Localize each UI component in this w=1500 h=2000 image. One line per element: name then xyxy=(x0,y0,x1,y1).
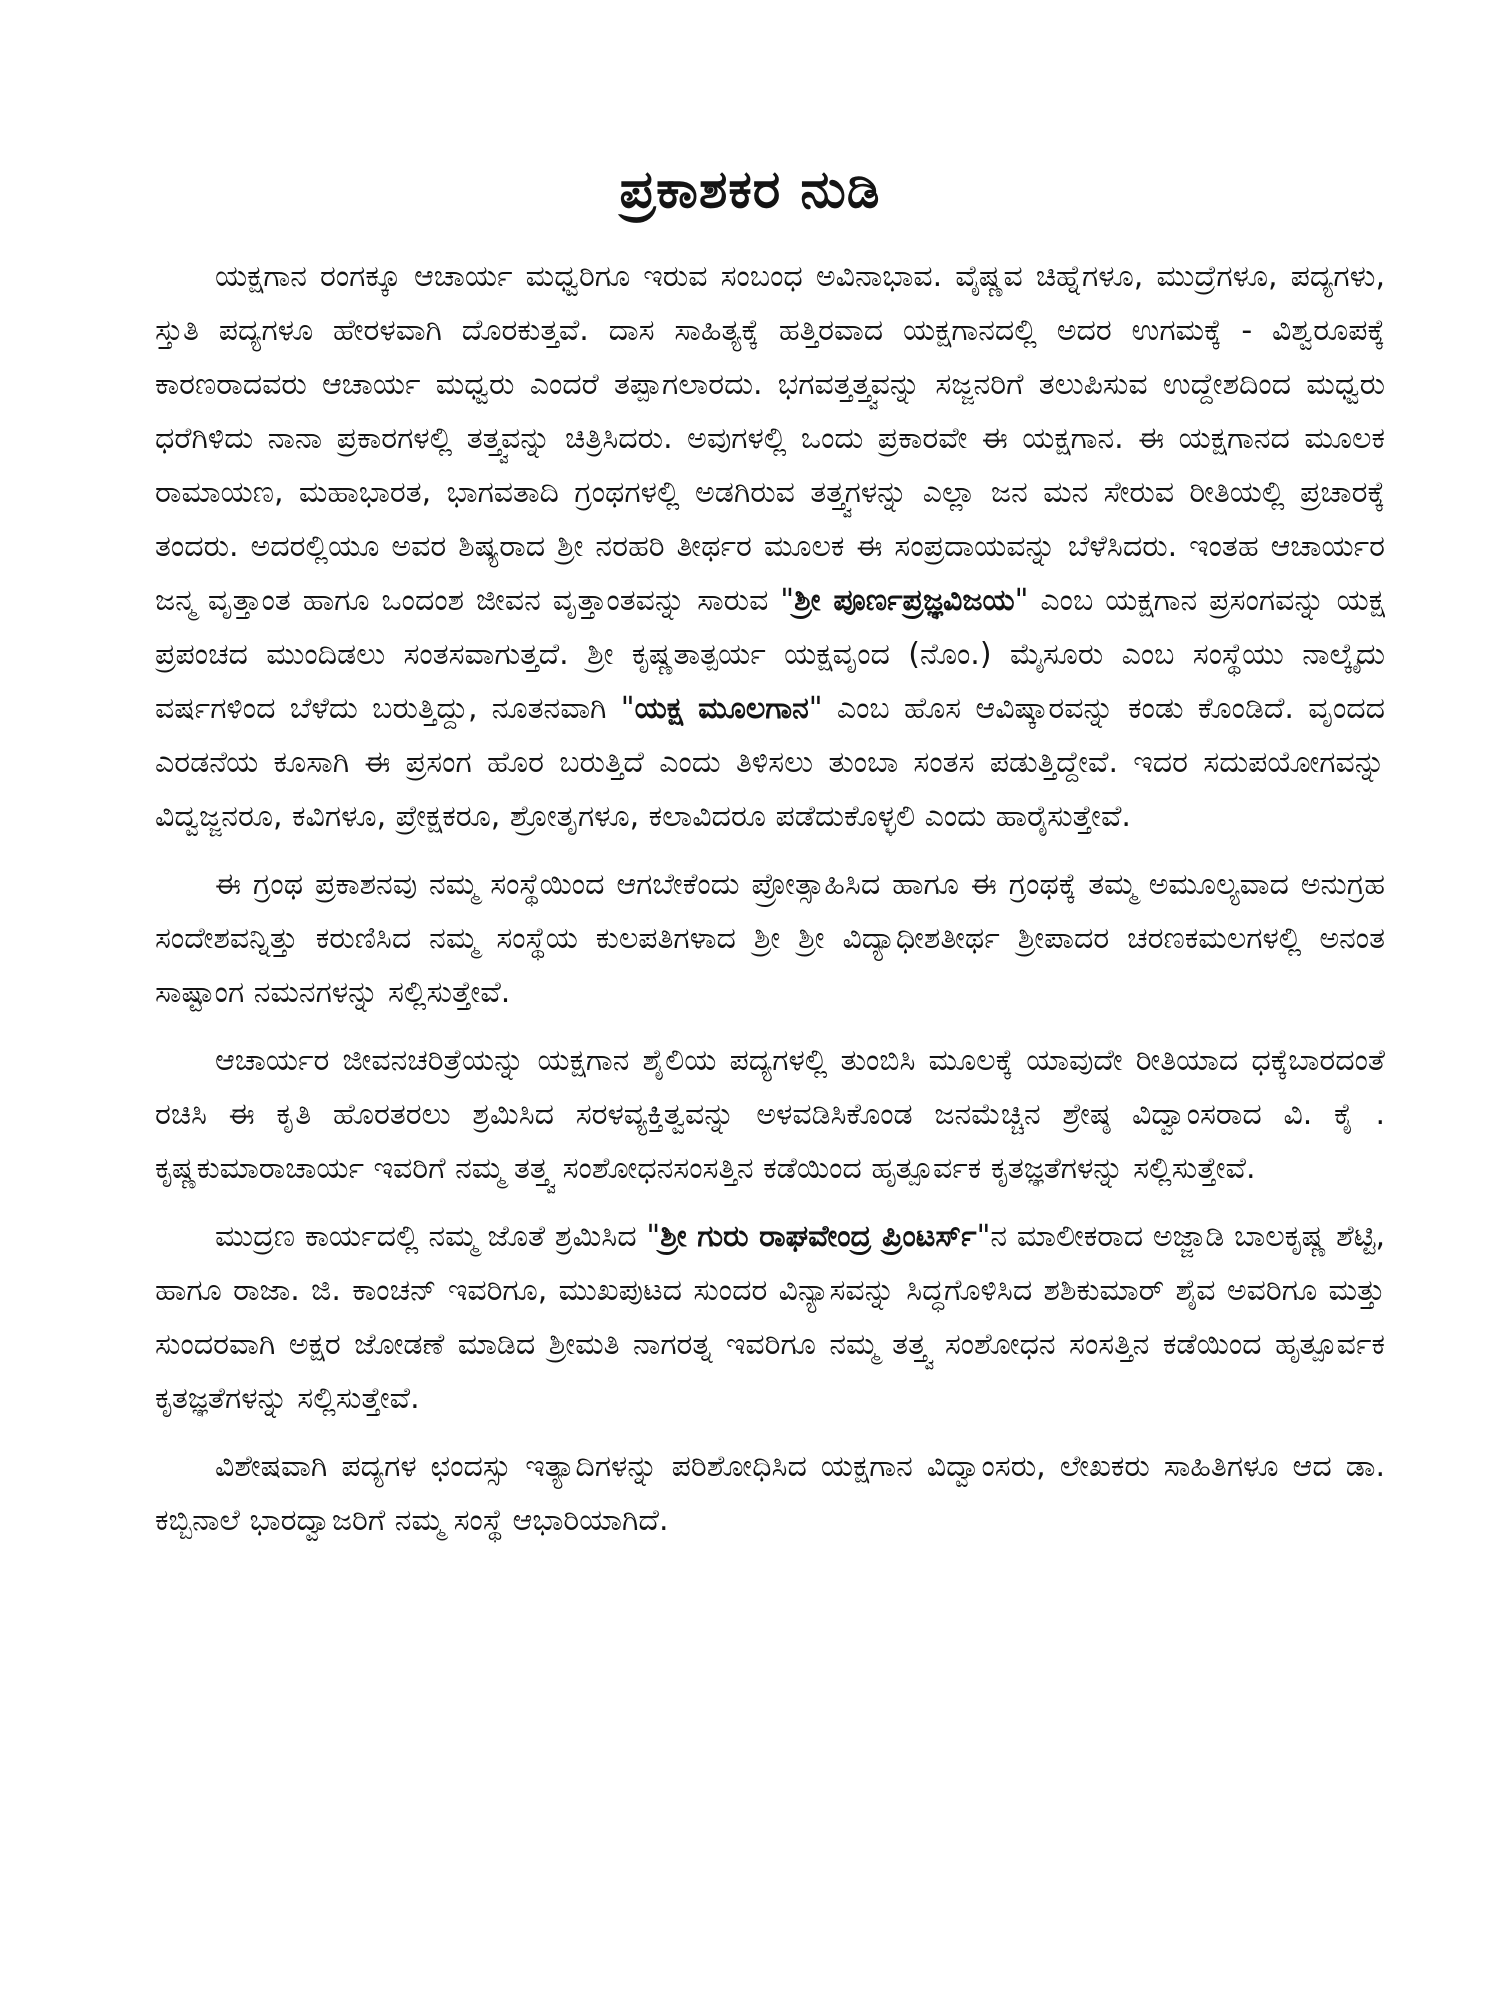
printer-name-bold: ಶ್ರೀ ಗುರು ರಾಘವೇಂದ್ರ ಪ್ರಿಂಟರ್ಸ್ xyxy=(660,1219,977,1254)
book-title-bold: ಶ್ರೀ ಪೂರ್ಣಪ್ರಜ್ಞವಿಜಯ xyxy=(794,583,1015,618)
paragraph-text: ಆಚಾರ್ಯರ ಜೀವನಚರಿತ್ರೆಯನ್ನು ಯಕ್ಷಗಾನ ಶೈಲಿಯ ಪದ್ಯಗಳಲ್ಲಿ ತುಂಬಿಸಿ ಮೂಲಕ್ಕೆ ಯಾವುದೇ ರೀತಿಯಾದ ಧಕ್ಕೆಬಾರದಂತೆ ರಚಿಸಿ ಈ ಕೃತಿ ಹೊರತರಲು ಶ್ರಮಿಸಿದ ಸರಳವ್ಯಕ್ತಿತ್ವವನ್ನು ಅಳವಡಿಸಿಕೊಂಡ ಜನಮೆಚ್ಚಿನ ಶ್ರೇಷ್ಠ ವಿದ್ವಾಂಸರಾದ ವಿ. ಕೈ . ಕೃಷ್ಣಕುಮಾರಾಚಾರ್ಯ ಇವರಿಗೆ ನಮ್ಮ ತತ್ತ್ವ ಸಂಶೋಧನಸಂಸತ್ತಿನ ಕಡೆಯಿಂದ ಹೃತ್ಪೂರ್ವಕ ಕೃತಜ್ಞತೆಗಳನ್ನು ಸಲ್ಲಿಸುತ್ತೇವೆ. xyxy=(155,1043,1385,1186)
paragraph-text: ಯಕ್ಷಗಾನ ರಂಗಕ್ಕೂ ಆಚಾರ್ಯ ಮಧ್ವರಿಗೂ ಇರುವ ಸಂಬಂಧ ಅವಿನಾಭಾವ. ವೈಷ್ಣವ ಚಿಹ್ನೆಗಳೂ, ಮುದ್ರೆಗಳೂ, ಪದ್ಯಗಳು, ಸ್ತುತಿ ಪದ್ಯಗಳೂ ಹೇರಳವಾಗಿ ದೊರಕುತ್ತವೆ. ದಾಸ ಸಾಹಿತ್ಯಕ್ಕೆ ಹತ್ತಿರವಾದ ಯಕ್ಷಗಾನದಲ್ಲಿ ಅದರ ಉಗಮಕ್ಕೆ - ವಿಶ್ವರೂಪಕ್ಕೆ ಕಾರಣರಾದವರು ಆಚಾರ್ಯ ಮಧ್ವರು ಎಂದರೆ ತಪ್ಪಾಗಲಾರದು. ಭಗವತ್ತತ್ತ್ವವನ್ನು ಸಜ್ಜನರಿಗೆ ತಲುಪಿಸುವ ಉದ್ದೇಶದಿಂದ ಮಧ್ವರು ಧರೆಗಿಳಿದು ನಾನಾ ಪ್ರಕಾರಗಳಲ್ಲಿ ತತ್ತ್ವವನ್ನು ಚಿತ್ರಿಸಿದರು. ಅವುಗಳಲ್ಲಿ ಒಂದು ಪ್ರಕಾರವೇ ಈ ಯಕ್ಷಗಾನ. ಈ ಯಕ್ಷಗಾನದ ಮೂಲಕ ರಾಮಾಯಣ, ಮಹಾಭಾರತ, ಭಾಗವತಾದಿ ಗ್ರಂಥಗಳಲ್ಲಿ ಅಡಗಿರುವ ತತ್ತ್ವಗಳನ್ನು ಎಲ್ಲಾ ಜನ ಮನ ಸೇರುವ ರೀತಿಯಲ್ಲಿ ಪ್ರಚಾರಕ್ಕೆ ತಂದರು. ಅದರಲ್ಲಿಯೂ ಅವರ ಶಿಷ್ಯರಾದ ಶ್ರೀ ನರಹರಿ ತೀರ್ಥರ ಮೂಲಕ ಈ ಸಂಪ್ರದಾಯವನ್ನು ಬೆಳೆಸಿದರು. ಇಂತಹ ಆಚಾರ್ಯರ ಜನ್ಮ ವೃತ್ತಾಂತ ಹಾಗೂ ಒಂದಂಶ ಜೀವನ ವೃತ್ತಾಂತವನ್ನು ಸಾರುವ " xyxy=(155,259,1385,618)
paragraph-printer-thanks xyxy=(155,1210,1385,1426)
paragraph-intro xyxy=(155,250,1385,844)
document-body xyxy=(155,250,1385,1562)
paragraph-author-thanks xyxy=(155,1034,1385,1196)
innovation-name-bold: ಯಕ್ಷ ಮೂಲಗಾನ xyxy=(634,691,809,726)
paragraph-text: ಮುದ್ರಣ ಕಾರ್ಯದಲ್ಲಿ ನಮ್ಮ ಜೊತೆ ಶ್ರಮಿಸಿದ " xyxy=(215,1219,661,1254)
paragraph-blessing xyxy=(155,858,1385,1020)
paragraph-scholar-thanks xyxy=(155,1440,1385,1548)
paragraph-text: ಈ ಗ್ರಂಥ ಪ್ರಕಾಶನವು ನಮ್ಮ ಸಂಸ್ಥೆಯಿಂದ ಆಗಬೇಕೆಂದು ಪ್ರೋತ್ಸಾಹಿಸಿದ ಹಾಗೂ ಈ ಗ್ರಂಥಕ್ಕೆ ತಮ್ಮ ಅಮೂಲ್ಯವಾದ ಅನುಗ್ರಹ ಸಂದೇಶವನ್ನಿತ್ತು ಕರುಣಿಸಿದ ನಮ್ಮ ಸಂಸ್ಥೆಯ ಕುಲಪತಿಗಳಾದ ಶ್ರೀ ಶ್ರೀ ವಿದ್ಯಾಧೀಶತೀರ್ಥ ಶ್ರೀಪಾದರ ಚರಣಕಮಲಗಳಲ್ಲಿ ಅನಂತ ಸಾಷ್ಟಾಂಗ ನಮನಗಳನ್ನು ಸಲ್ಲಿಸುತ್ತೇವೆ. xyxy=(155,867,1385,1010)
paragraph-text: " ಎಂಬ ಯಕ್ಷಗಾನ ಪ್ರಸಂಗವನ್ನು ಯಕ್ಷ ಪ್ರಪಂಚದ ಮುಂದಿಡಲು ಸಂತಸವಾಗುತ್ತದೆ. ಶ್ರೀ ಕೃಷ್ಣತಾತ್ಪರ್ಯ ಯಕ್ಷವೃಂದ (ನೊಂ.) ಮೈಸೂರು ಎಂಬ ಸಂಸ್ಥೆಯು ನಾಲ್ಕೈದು ವರ್ಷಗಳಿಂದ ಬೆಳೆದು ಬರುತ್ತಿದ್ದು, ನೂತನವಾಗಿ " xyxy=(155,583,1385,726)
page-title: ಪ್ರಕಾಶಕರ ನುಡಿ xyxy=(619,160,881,220)
paragraph-text: ವಿಶೇಷವಾಗಿ ಪದ್ಯಗಳ ಛಂದಸ್ಸು ಇತ್ಯಾದಿಗಳನ್ನು ಪರಿಶೋಧಿಸಿದ ಯಕ್ಷಗಾನ ವಿದ್ವಾಂಸರು, ಲೇಖಕರು ಸಾಹಿತಿಗಳೂ ಆದ ಡಾ. ಕಬ್ಬಿನಾಲೆ ಭಾರದ್ವಾಜರಿಗೆ ನಮ್ಮ ಸಂಸ್ಥೆ ಆಭಾರಿಯಾಗಿದೆ. xyxy=(155,1449,1385,1538)
paragraph-text: " ಎಂಬ ಹೊಸ ಆವಿಷ್ಕಾರವನ್ನು ಕಂಡು ಕೊಂಡಿದೆ. ವೃಂದದ ಎರಡನೆಯ ಕೂಸಾಗಿ ಈ ಪ್ರಸಂಗ ಹೊರ ಬರುತ್ತಿದೆ ಎಂದು ತಿಳಿಸಲು ತುಂಬಾ ಸಂತಸ ಪಡುತ್ತಿದ್ದೇವೆ. ಇದರ ಸದುಪಯೋಗವನ್ನು ವಿದ್ವಜ್ಜನರೂ, ಕವಿಗಳೂ, ಪ್ರೇಕ್ಷಕರೂ, ಶ್ರೋತೃಗಳೂ, ಕಲಾವಿದರೂ ಪಡೆದುಕೊಳ್ಳಲಿ ಎಂದು ಹಾರೈಸುತ್ತೇವೆ. xyxy=(155,691,1386,834)
paragraph-text: "ನ ಮಾಲೀಕರಾದ ಅಜ್ಜಾಡಿ ಬಾಲಕೃಷ್ಣ ಶೆಟ್ಟಿ, ಹಾಗೂ ರಾಜಾ. ಜಿ. ಕಾಂಚನ್ ಇವರಿಗೂ, ಮುಖಪುಟದ ಸುಂದರ ವಿನ್ಯಾಸವನ್ನು ಸಿದ್ಧಗೊಳಿಸಿದ ಶಶಿಕುಮಾರ್ ಶೈವ ಅವರಿಗೂ ಮತ್ತು ಸುಂದರವಾಗಿ ಅಕ್ಷರ ಜೋಡಣೆ ಮಾಡಿದ ಶ್ರೀಮತಿ ನಾಗರತ್ನ ಇವರಿಗೂ ನಮ್ಮ ತತ್ತ್ವ ಸಂಶೋಧನ ಸಂಸತ್ತಿನ ಕಡೆಯಿಂದ ಹೃತ್ಪೂರ್ವಕ ಕೃತಜ್ಞತೆಗಳನ್ನು ಸಲ್ಲಿಸುತ್ತೇವೆ. xyxy=(155,1219,1385,1416)
